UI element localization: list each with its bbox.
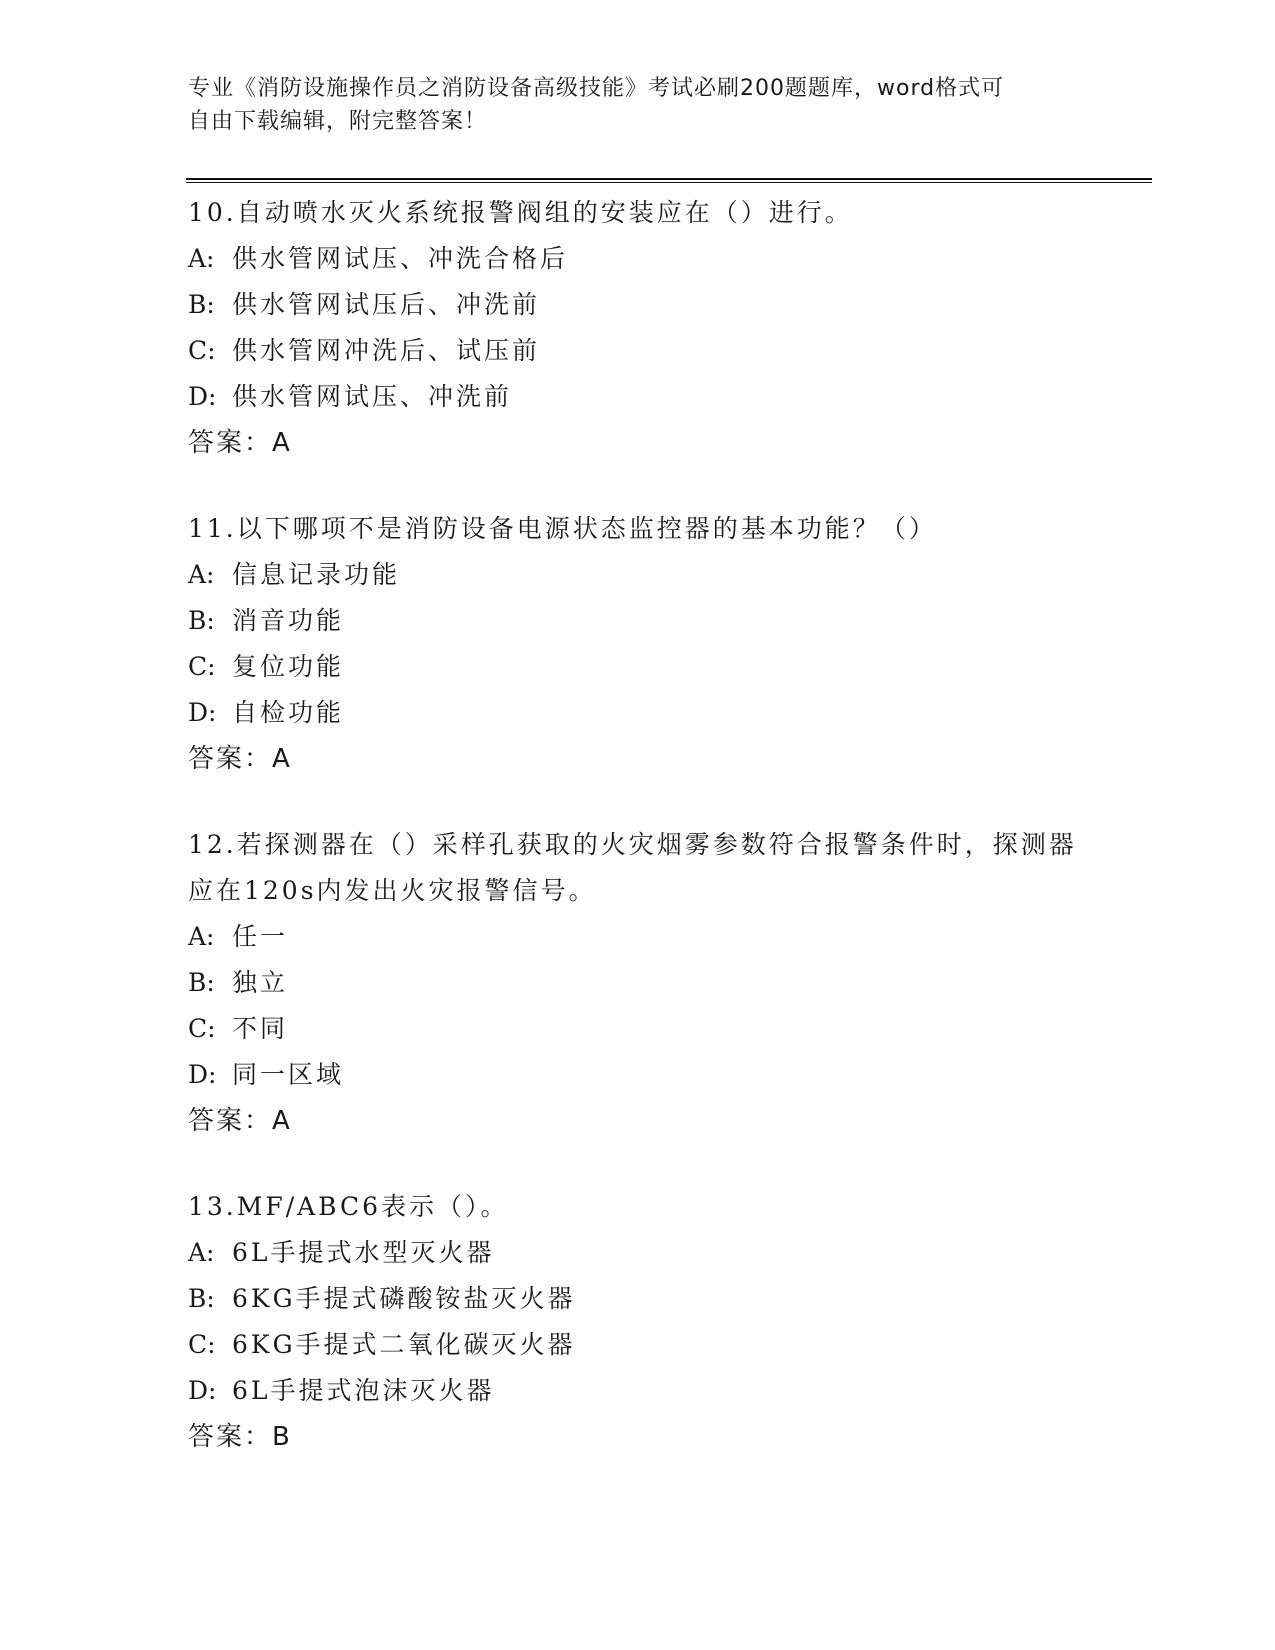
header-line-2: 自由下载编辑，附完整答案！ [188,109,488,134]
option-d [188,374,1088,420]
question-stem: 11.以下哪项不是消防设备电源状态监控器的基本功能？（） [188,514,937,543]
option-text: 供水管网冲洗后、试压前 [232,336,541,365]
option-text: 供水管网试压后、冲洗前 [232,290,541,319]
option-text: 供水管网试压、冲洗合格后 [232,244,569,273]
option-key: D: [188,1060,217,1089]
question-stem: 12.若探测器在（）采样孔获取的火灾烟雾参数符合报警条件时，探测器应在120s内发出火灾报警信号。 [188,830,1077,905]
answer-line: 答案：A [188,1106,292,1136]
option-a [188,552,1088,598]
option-key: B: [188,968,215,997]
option-key: A: [188,560,215,589]
option-d [188,690,1088,736]
option-text: 同一区域 [232,1060,345,1089]
option-text: 供水管网试压、冲洗前 [232,382,513,411]
option-text: 消音功能 [232,606,345,635]
option-key: D: [188,698,217,727]
option-text: 不同 [232,1014,289,1043]
option-text: 6KG手提式二氧化碳灭火器 [232,1330,576,1359]
option-key: C: [188,1014,216,1043]
option-key: C: [188,1330,216,1359]
option-a [188,1230,1088,1276]
option-a [188,236,1088,282]
option-b [188,1276,1088,1322]
question-13 [188,1184,1088,1460]
answer-line: 答案：A [188,744,292,774]
option-a [188,914,1088,960]
document-header [188,72,1088,138]
option-key: B: [188,1284,215,1313]
question-stem: 10.自动喷水灭火系统报警阀组的安装应在（）进行。 [188,198,853,227]
option-text: 6KG手提式磷酸铵盐灭火器 [232,1284,576,1313]
option-c [188,644,1088,690]
option-text: 任一 [232,922,289,951]
option-key: A: [188,1238,215,1267]
answer-line: 答案：B [188,1422,292,1452]
option-text: 独立 [232,968,289,997]
question-12 [188,822,1088,1144]
option-text: 自检功能 [232,698,345,727]
question-11 [188,506,1088,782]
option-c [188,1322,1088,1368]
option-key: D: [188,382,217,411]
header-line-1: 专业《消防设施操作员之消防设备高级技能》考试必刷200题题库，word格式可 [188,76,1005,101]
option-key: C: [188,652,216,681]
option-c [188,1006,1088,1052]
option-text: 复位功能 [232,652,345,681]
header-divider-thin [186,182,1152,183]
option-key: A: [188,922,215,951]
header-divider-thick [186,178,1152,180]
option-text: 信息记录功能 [232,560,401,589]
option-text: 6L手提式泡沫灭火器 [232,1376,495,1405]
option-c [188,328,1088,374]
option-key: B: [188,606,215,635]
option-key: B: [188,290,215,319]
option-key: C: [188,336,216,365]
question-stem: 13.MF/ABC6表示（）。 [188,1192,509,1221]
option-b [188,598,1088,644]
option-d [188,1368,1088,1414]
question-list [188,190,1088,1500]
option-d [188,1052,1088,1098]
answer-line: 答案：A [188,428,292,458]
option-key: D: [188,1376,217,1405]
question-10 [188,190,1088,466]
option-b [188,960,1088,1006]
option-text: 6L手提式水型灭火器 [232,1238,495,1267]
option-b [188,282,1088,328]
option-key: A: [188,244,215,273]
